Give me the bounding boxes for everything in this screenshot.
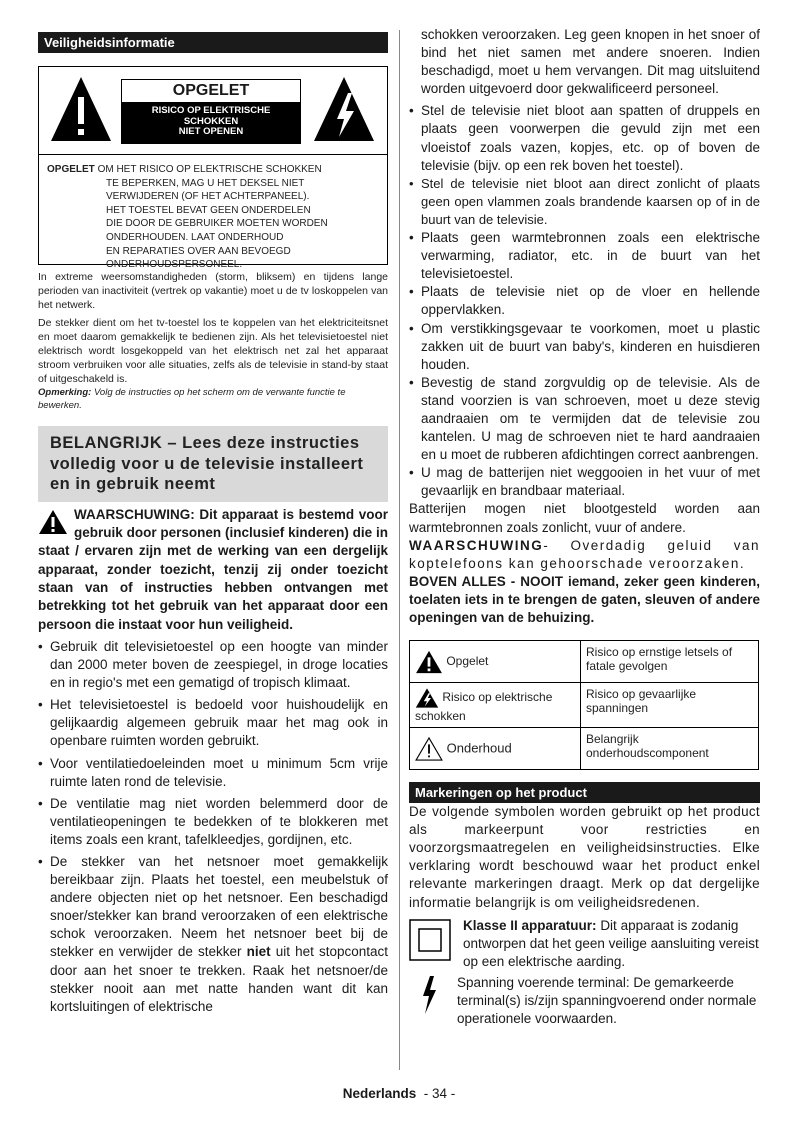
- storm-paragraph: In extreme weersomstandigheden (storm, bliksem) en tijdens lange perioden van inactiviteit (vertrek op vakantie) moet u de tv loskoppelen van het netwerk.: [38, 271, 388, 311]
- right-column: [409, 26, 760, 1028]
- above-all-paragraph: BOVEN ALLES - NOOIT iemand, zeker geen kinderen, toelaten iets in te brengen de gaten, sleuven of andere openingen van de behuizing.: [409, 573, 760, 625]
- bullet-ventilation-block: • De ventilatie mag niet worden belemmerd door de ventilatieopeningen te bedekken of te blokkeren met items zoals een krant, tafelkleedjes, gordijnen, etc.: [38, 795, 388, 849]
- symbol-table: [409, 640, 759, 770]
- bullet-splash: • Stel de televisie niet bloot aan spatten of druppels en plaats geen voorwerpen die gevuld zijn met een vloeistof zoals vazen, kopjes, etc. op of boven de televisie (bijv. op een rek boven het toestel).: [409, 102, 760, 174]
- bullet-floor: • Plaats de televisie niet op de vloer en hellende oppervlakken.: [409, 283, 760, 319]
- bullet-power-cord: • De stekker van het netsnoer moet gemakkelijk bereikbaar zijn. Plaats het toestel, een meubelstuk of andere objecten niet op het netsnoer. Een beschadigd snoer/stekker kan brand veroorzaken of een elektrische schok veroorzaken. Neem het netsnoer beet bij de stekker en verwijder de stekker niet uit het stopcontact door aan het snoer te trekken. Raak het netsnoer/de stekker nooit aan met natte handen want dit kan kortsluitingen of elektrische: [38, 853, 388, 1016]
- shock-icon: [415, 687, 439, 709]
- class2-double-square-icon: [409, 919, 451, 961]
- left-column: [38, 32, 388, 1016]
- bullet-sunlight: • Stel de televisie niet bloot aan direct zonlicht of plaats geen open vlammen zoals brandende kaarsen op of in de buurt van de televisie.: [409, 175, 760, 229]
- plug-paragraph: De stekker dient om het tv-toestel los te koppelen van het elektriciteitsnet en moet daarom gemakkelijk te bedienen zijn. Als het televisietoestel niet elektrisch wordt losgekoppeld van het elektrisch net zal het apparaat stroom verbruiken voor alle situaties, zelfs als de televisie in stand-by staat of uitgeschakeld is.: [38, 317, 388, 385]
- table-row: Risico op elektrische schokken Risico op gevaarlijke spanningen: [410, 683, 759, 728]
- maintenance-icon: [415, 737, 443, 761]
- caution-heading: OPGELET: [122, 80, 300, 103]
- class2-row: Klasse II apparatuur: Dit apparaat is zodanig ontworpen dat het geen veilige aansluiting vereist op een elektrische aarding.: [409, 917, 760, 971]
- warning-paragraph: WAARSCHUWING: Dit apparaat is bestemd voor gebruik door personen (inclusief kinderen) die in staat / ervaren zijn met de werking van een dergelijk apparaat, zonder toezicht, tenzij zij onder toezicht staan van of instructies hebben ontvangen met betrekking tot het gebruik van het apparaat door een persoon die instaat voor hun veiligheid.: [38, 506, 388, 632]
- bullet-stand: • Bevestig de stand zorgvuldig op de televisie. Als de stand voorzien is van schroeven, moet u deze stevig aandraaien om te vermijden dat de televisie zou kantelen. U mag de schroeven niet te hard aandraaien en u moet de rubberen afdichtingen correct aanbrengen.: [409, 374, 760, 464]
- table-cell: Risico op ernstige letsels of fatale gevolgen: [581, 641, 759, 683]
- table-cell: Belangrijk onderhoudscomponent: [581, 728, 759, 770]
- table-row: Opgelet Risico op ernstige letsels of fatale gevolgen: [410, 641, 759, 683]
- lightning-triangle-icon: [312, 75, 376, 143]
- headphone-warning: WAARSCHUWING- Overdadig geluid van koptelefoons kan gehoorschade veroorzaken.: [409, 537, 760, 571]
- lightning-bolt-icon: [421, 976, 437, 1014]
- caution-icon: [415, 650, 443, 674]
- caution-label: [121, 79, 301, 144]
- note: Opmerking: Volg de instructies op het scherm om de verwante functie te bewerken.: [38, 387, 346, 412]
- bullet-heat: • Plaats geen warmtebronnen zoals een elektrische verwarming, radiator, etc. in de buurt van het televisietoestel.: [409, 229, 760, 283]
- footer-language: Nederlands: [342, 1086, 417, 1101]
- table-cell: Risico op gevaarlijke spanningen: [581, 683, 759, 728]
- bullet-altitude: • Gebruik dit televisietoestel op een hoogte van minder dan 2000 meter boven de zeespiegel, in droge locaties en in regio's met een gematigd of tropisch klimaat.: [38, 638, 388, 692]
- page-footer: [0, 1086, 798, 1101]
- batteries-paragraph: Batterijen mogen niet blootgesteld worden aan warmtebronnen zoals zonlicht, vuur of andere.: [409, 501, 760, 535]
- bullet-household: • Het televisietoestel is bedoeld voor huishoudelijk en gelijkaardig algemeen gebruik maar het mag ook in openbare ruimten worden gebruikt.: [38, 696, 388, 750]
- section-title: Veiligheidsinformatie: [38, 32, 388, 53]
- caution-box: [38, 66, 388, 271]
- live-terminal-row: Spanning voerende terminal: De gemarkeerde terminal(s) is/zijn spanningvoerend onder normale operationele voorwaarden.: [409, 974, 760, 1028]
- table-row: Onderhoud Belangrijk onderhoudscomponent: [410, 728, 759, 770]
- bullet-suffocation: • Om verstikkingsgevaar te voorkomen, moet u plastic zakken uit de buurt van baby's, kinderen en huisdieren houden.: [409, 320, 760, 374]
- caution-text: OPGELET OM HET RISICO OP ELEKTRISCHE SCHOKKEN TE BEPERKEN, MAG U HET DEKSEL NIET VERWIJDEREN (OF HET ACHTERPANEEL). HET TOESTEL BEVAT GEEN ONDERDELEN DIE DOOR DE GEBRUIKER MOETEN WORDEN ONDERHOUDEN. LAAT ONDERHOUD EN REPARATIES OVER AAN BEVOEGD ONDERHOUDSPERSONEEL.: [47, 164, 328, 271]
- markings-paragraph: De volgende symbolen worden gebruikt op het product als markeerpunt voor restricties en voorzorgsmaatregelen en veiligheidsinstructies. Elke verklaring wordt beschouwd waar het product enkel relevante markeringen draagt. Merk op dat dergelijke informatie belangrijk is om veiligheidsredenen.: [409, 804, 760, 910]
- bullet-batteries: • U mag de batterijen niet weggooien in het vuur of met gevaarlijk en brandbaar materiaal.: [409, 464, 760, 500]
- markings-title: Markeringen op het product: [409, 782, 760, 803]
- exclamation-triangle-icon: [49, 75, 113, 143]
- warning-triangle-icon: [38, 509, 68, 535]
- continued-text: schokken veroorzaken. Leg geen knopen in het snoer of bind het niet samen met andere snoeren. Indien beschadigd, moet u hem vervangen. Dit mag uitsluitend worden uitgevoerd door gekwalificeerd personeel.: [421, 27, 760, 97]
- bullet-ventilation-space: • Voor ventilatiedoeleinden moet u minimum 5cm vrije ruimte laten rond de televisie.: [38, 755, 388, 791]
- page-number: - 34 -: [423, 1086, 456, 1101]
- column-divider: [399, 30, 400, 1070]
- caution-sublines: RISICO OP ELEKTRISCHE SCHOKKEN NIET OPENEN: [122, 103, 300, 143]
- important-heading: BELANGRIJK – Lees deze instructies volledig voor u de televisie installeert en in gebruik neemt: [38, 426, 388, 502]
